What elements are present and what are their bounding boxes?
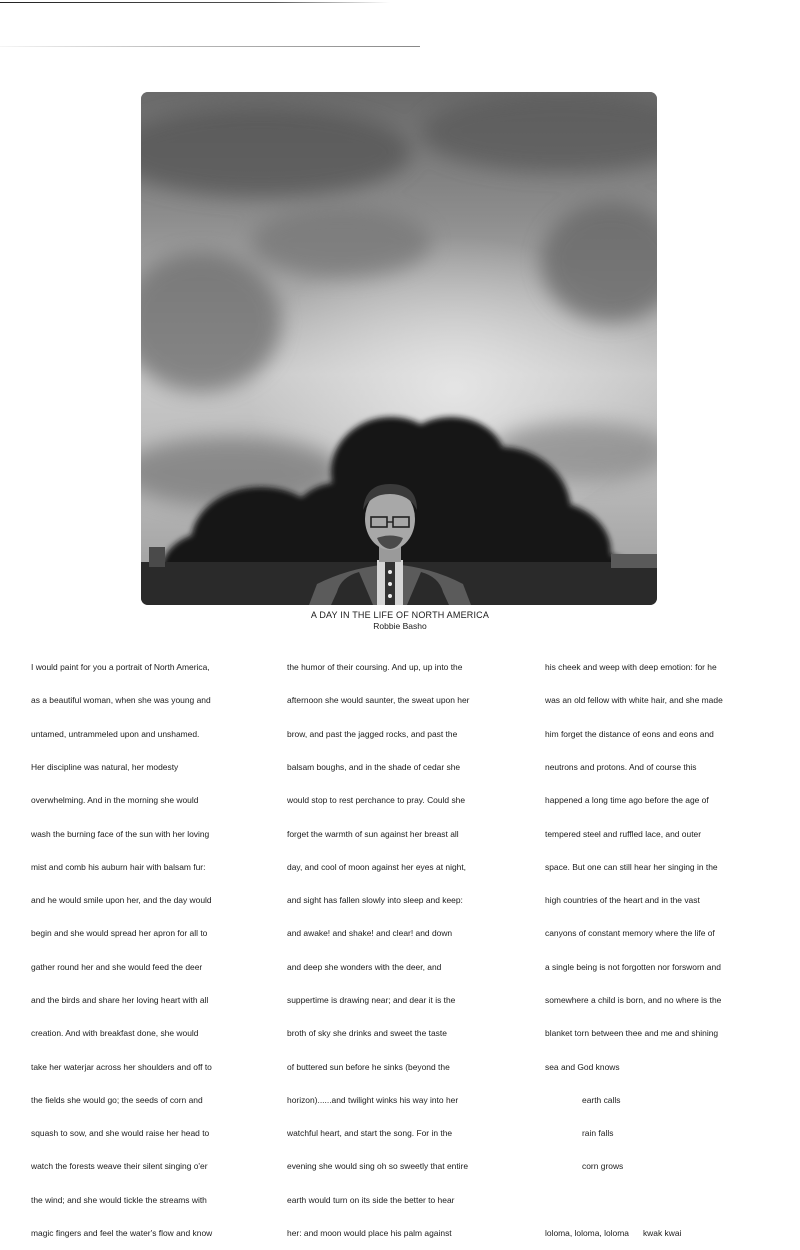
poem-line: mist and comb his auburn hair with balsam fur: [31, 861, 206, 872]
poem-line: day, and cool of moon against her eyes at night, [287, 861, 467, 872]
caption-title: A DAY IN THE LIFE OF NORTH AMERICA [310, 610, 490, 620]
poem-line: broth of sky she drinks and sweet the taste [287, 1028, 447, 1039]
top-rule [0, 2, 390, 3]
poem-line: watch the forests weave their silent singing o'er [31, 1161, 208, 1172]
poem-column-1 [31, 640, 267, 1250]
poem-line: suppertime is drawing near; and dear it is the [287, 995, 456, 1005]
poem-line: a single being is not forgotten nor forsworn and [545, 961, 721, 972]
poem-line: him forget the distance of eons and eons and [545, 728, 714, 739]
poem-line: take her waterjar across her shoulders and off to [31, 1061, 212, 1072]
refrain-line: earth calls [582, 1094, 621, 1105]
poem-line: evening she would sing oh so sweetly that entire [287, 1161, 469, 1172]
poem-line: tempered steel and ruffled lace, and outer [545, 828, 702, 839]
poem-line: and the birds and share her loving heart with all [31, 995, 209, 1005]
poem-line: forget the warmth of sun against her breast all [287, 828, 459, 839]
poem-line: would stop to rest perchance to pray. Could she [287, 795, 466, 806]
poem-line: canyons of constant memory where the life of [545, 928, 715, 939]
poem-line: magic fingers and feel the water's flow and know [31, 1227, 213, 1238]
poem-line: high countries of the heart and in the vast [545, 895, 700, 906]
poem-line: and awake! and shake! and clear! and down [287, 928, 453, 939]
poem-line: her: and moon would place his palm against [287, 1227, 452, 1238]
poem-line: balsam boughs, and in the shade of cedar she [287, 762, 461, 773]
poem-line: brow, and past the jagged rocks, and past the [287, 728, 458, 739]
poem-line: space. But one can still hear her singing in the [545, 861, 718, 872]
poem-line: watchful heart, and start the song. For in the [287, 1128, 453, 1139]
poem-line: was an old fellow with white hair, and she made [545, 695, 723, 706]
poem-line: his cheek and weep with deep emotion: for he [545, 662, 717, 673]
poem-line: and sight has fallen slowly into sleep and keep: [287, 895, 463, 906]
poem-line: the wind; and she would tickle the streams with [31, 1194, 207, 1205]
chant-line [545, 1228, 781, 1239]
refrain-line: rain falls [582, 1128, 614, 1139]
poem-line: blanket torn between thee and me and shining [545, 1028, 719, 1039]
poem-line: creation. And with breakfast done, she would [31, 1028, 199, 1039]
chant-loloma: loloma, loloma, loloma [545, 1227, 629, 1238]
refrain-line: corn grows [582, 1161, 624, 1172]
poem-line: as a beautiful woman, when she was young and [31, 695, 211, 706]
poem-line: horizon)......and twilight winks his way into her [287, 1094, 459, 1105]
poem-line: and he would smile upon her, and the day would [31, 895, 212, 906]
poem-line: untamed, untrammeled upon and unshamed. [31, 728, 200, 739]
poem-line: wash the burning face of the sun with her loving [31, 828, 210, 839]
cover-photo-image [141, 92, 657, 605]
stanza-gap [545, 1195, 781, 1206]
poem-line: I would paint for you a portrait of North America, [31, 662, 210, 673]
caption-author: Robbie Basho [373, 621, 427, 631]
poem-line: earth would turn on its side the better to hear [287, 1194, 455, 1205]
poem-line: the fields she would go; the seeds of corn and [31, 1094, 203, 1105]
poem-line: happened a long time ago before the age of [545, 795, 709, 806]
chant-kwak: kwak kwai [642, 1227, 682, 1238]
poem-line: sea and God knows [545, 1061, 620, 1072]
poem-line: gather round her and she would feed the deer [31, 961, 203, 972]
poem-line: begin and she would spread her apron for all to [31, 928, 208, 939]
poem-column-2 [287, 640, 523, 1250]
poem-line: afternoon she would saunter, the sweat upon her [287, 695, 470, 706]
poem-line: of buttered sun before he sinks (beyond the [287, 1061, 450, 1072]
poem-line: squash to sow, and she would raise her head to [31, 1128, 210, 1139]
poem-line: and deep she wonders with the deer, and [287, 961, 442, 972]
poem-line: somewhere a child is born, and no where is the [545, 995, 722, 1005]
divider-rule [0, 46, 420, 47]
poem-line: overwhelming. And in the morning she would [31, 795, 199, 806]
cover-photo [141, 92, 657, 605]
poem-line: the humor of their coursing. And up, up into the [287, 662, 463, 673]
poem-column-3 [545, 640, 781, 1250]
poem-line: neutrons and protons. And of course this [545, 762, 697, 773]
poem-line: Her discipline was natural, her modesty [31, 762, 179, 773]
